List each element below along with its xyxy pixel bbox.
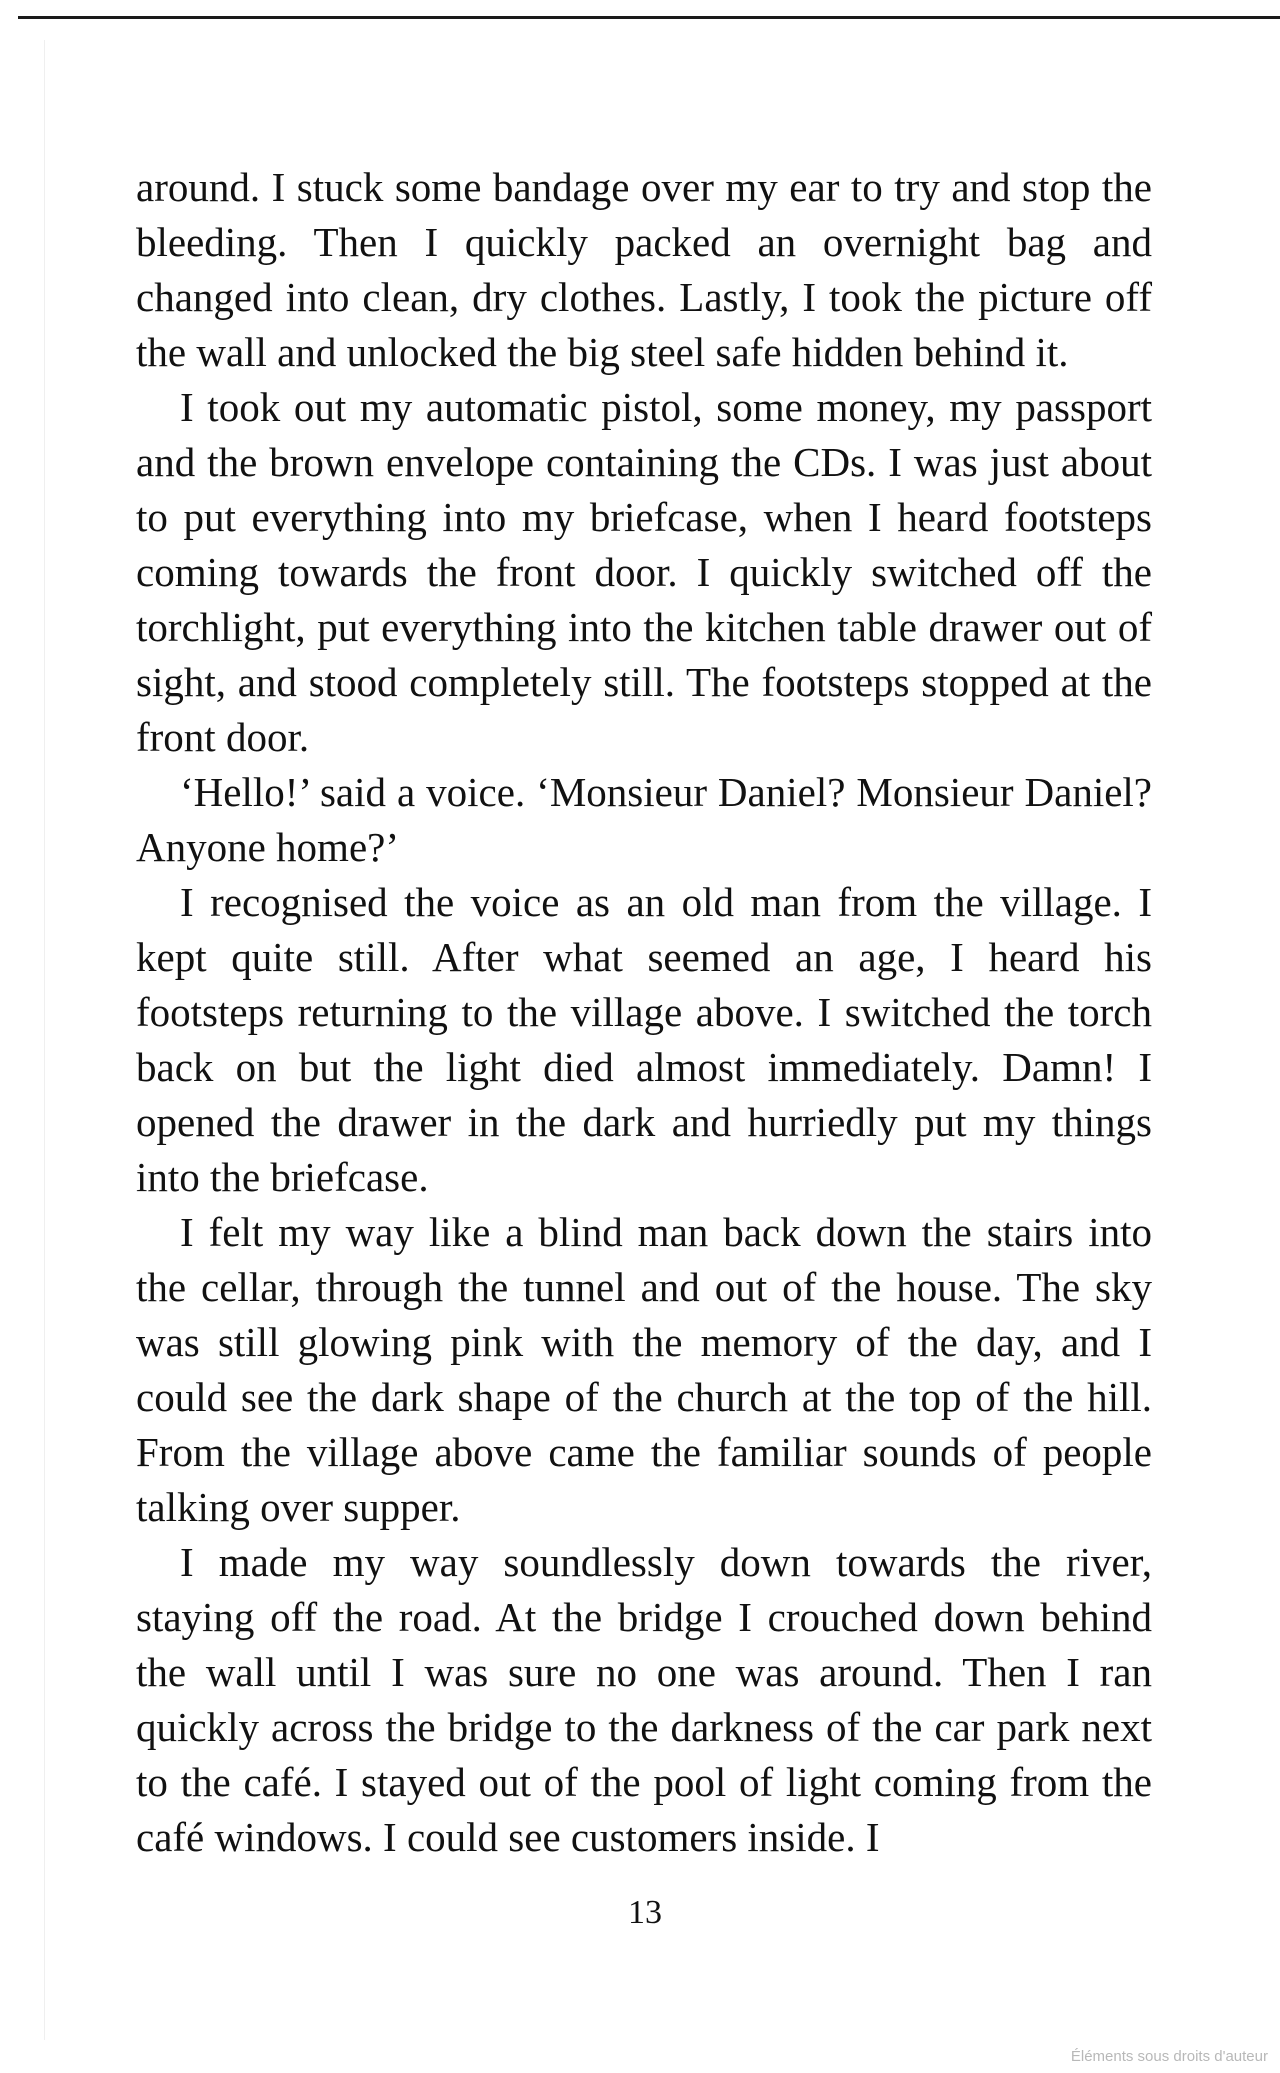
paragraph-1: around. I stuck some bandage over my ear to try and stop the bleeding. Then I quickly packed an overnight bag and changed into clean, dry clothes. Lastly, I took the picture off the wall and unlocked the big steel safe hidden behind it. — [136, 164, 1152, 375]
top-rule — [18, 16, 1280, 19]
paragraph-2: I took out my automatic pistol, some money, my passport and the brown envelope containing the CDs. I was just about to put everything into my briefcase, when I heard footsteps coming towards the front door. I quickly switched off the torchlight, put everything into the kitchen table drawer out of sight, and stood completely still. The footsteps stopped at the front door. — [136, 384, 1152, 760]
paragraph-6: I made my way soundlessly down towards the river, staying off the road. At the bridge I crouched down behind the wall until I was sure no one was around. Then I ran quickly across the bridge to the darkness of the car park next to the café. I stayed out of the pool of light coming from the café windows. I could see customers inside. I — [136, 1539, 1152, 1860]
paragraph-4: I recognised the voice as an old man from the village. I kept quite still. After what seemed an age, I heard his footsteps returning to the village above. I switched the torch back on but the light died almost immediately. Damn! I opened the drawer in the dark and hurriedly put my things into the briefcase. — [136, 879, 1152, 1200]
copyright-watermark: Éléments sous droits d'auteur — [1070, 2048, 1268, 2065]
paragraph-3: ‘Hello!’ said a voice. ‘Monsieur Daniel? Monsieur Daniel? Anyone home?’ — [136, 769, 1152, 870]
page-number: 13 — [628, 1894, 662, 1931]
paragraph-5: I felt my way like a blind man back down the stairs into the cellar, through the tunnel and out of the house. The sky was still glowing pink with the memory of the day, and I could see the dark shape of the church at the top of the hill. From the village above came the familiar sounds of people talking over supper. — [136, 1209, 1152, 1530]
page-edge — [44, 40, 45, 2040]
body-text — [136, 160, 1152, 1865]
